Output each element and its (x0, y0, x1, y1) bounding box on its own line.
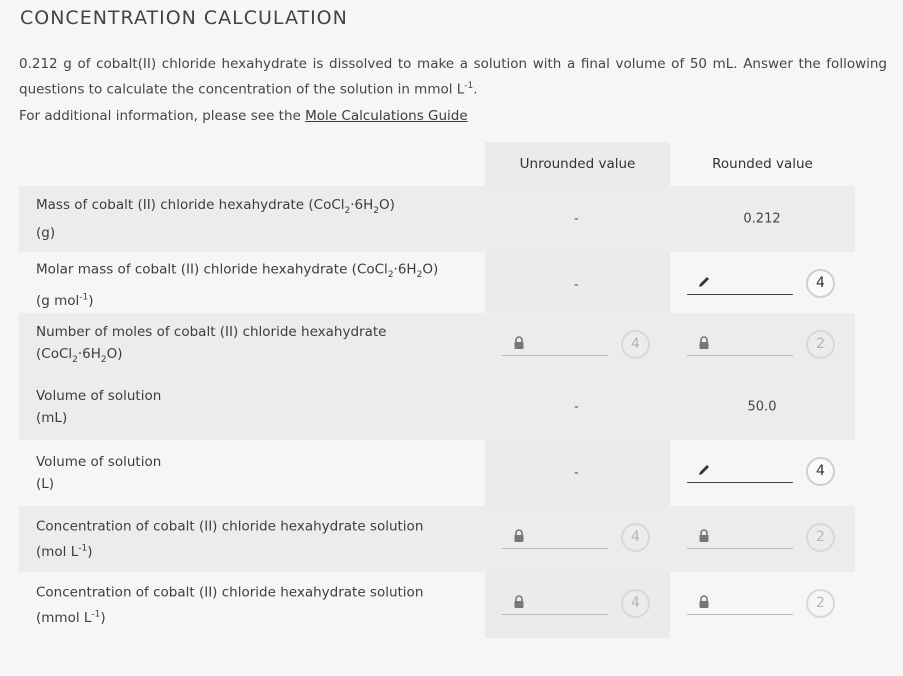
molar-mass-rounded-input[interactable] (687, 272, 793, 295)
sig-figs-badge: 4 (806, 457, 835, 486)
mole-calculations-guide-link[interactable]: Mole Calculations Guide (305, 108, 468, 124)
row-label: Concentration of cobalt (II) chloride hexahydrate solution (mol $L^{-1}$) (36, 518, 424, 560)
row-concentration-mmol (19, 572, 855, 638)
sig-figs-badge: 4 (621, 523, 650, 552)
lock-icon (512, 595, 526, 609)
row-volume-l (19, 440, 855, 506)
concentration-mmol-unrounded-input (502, 592, 608, 615)
row-label: Molar mass of cobalt (II) chloride hexahydrate $(CoCl_2\cdot 6H_2O)$ (g mol$^{-1}$) (36, 261, 439, 309)
row-volume-ml (19, 374, 855, 440)
row-label: Concentration of cobalt (II) chloride hexahydrate solution (mmol $L^{-1}$) (36, 584, 424, 626)
rounded-value: 50.0 (747, 399, 777, 415)
sig-figs-badge: 2 (806, 523, 835, 552)
sig-figs-badge: 4 (806, 269, 835, 298)
problem-description: 0.212 g of cobalt(II) chloride hexahydrate is dissolved to make a solution with a final volume of 50 mL. Answer the following questions to calculate the concentration of the solution in mmol $L^{-1}$. (19, 56, 887, 98)
sig-figs-badge: 2 (806, 589, 835, 618)
unrounded-value: - (574, 211, 579, 227)
unrounded-value: - (574, 399, 579, 415)
row-label: Volume of solution (mL) (36, 388, 162, 426)
row-label: Volume of solution (L) (36, 454, 162, 492)
unrounded-column-header: Unrounded value (519, 156, 636, 172)
concentration-mmol-rounded-input (687, 592, 793, 615)
row-molar-mass (19, 252, 855, 318)
lock-icon (697, 529, 711, 543)
concentration-mol-unrounded-input (502, 526, 608, 549)
row-label: Mass of cobalt (II) chloride hexahydrate $(CoCl_2\cdot 6H_2O)$ (g) (36, 197, 395, 241)
concentration-mol-rounded-input (687, 526, 793, 549)
volume-l-rounded-input[interactable] (687, 460, 793, 483)
row-label: Number of moles of cobalt (II) chloride hexahydrate $(CoCl_2\cdot 6H_2O)$ (36, 324, 387, 365)
sig-figs-badge: 4 (621, 589, 650, 618)
row-concentration-mol (19, 506, 855, 572)
lock-icon (697, 595, 711, 609)
page-title: CONCENTRATION CALCULATION (20, 7, 348, 29)
pencil-icon (697, 463, 711, 477)
sig-figs-badge: 2 (806, 330, 835, 359)
row-moles (19, 313, 855, 379)
additional-info: For additional information, please see the Mole Calculations Guide (19, 108, 468, 124)
row-mass (19, 186, 855, 252)
unrounded-value: - (574, 277, 579, 293)
moles-rounded-input (687, 333, 793, 356)
lock-icon (512, 336, 526, 350)
lock-icon (512, 529, 526, 543)
unrounded-value: - (574, 465, 579, 481)
rounded-column-header: Rounded value (712, 156, 813, 172)
sig-figs-badge: 4 (621, 330, 650, 359)
rounded-value: 0.212 (743, 211, 781, 227)
pencil-icon (697, 275, 711, 289)
lock-icon (697, 336, 711, 350)
moles-unrounded-input (502, 333, 608, 356)
